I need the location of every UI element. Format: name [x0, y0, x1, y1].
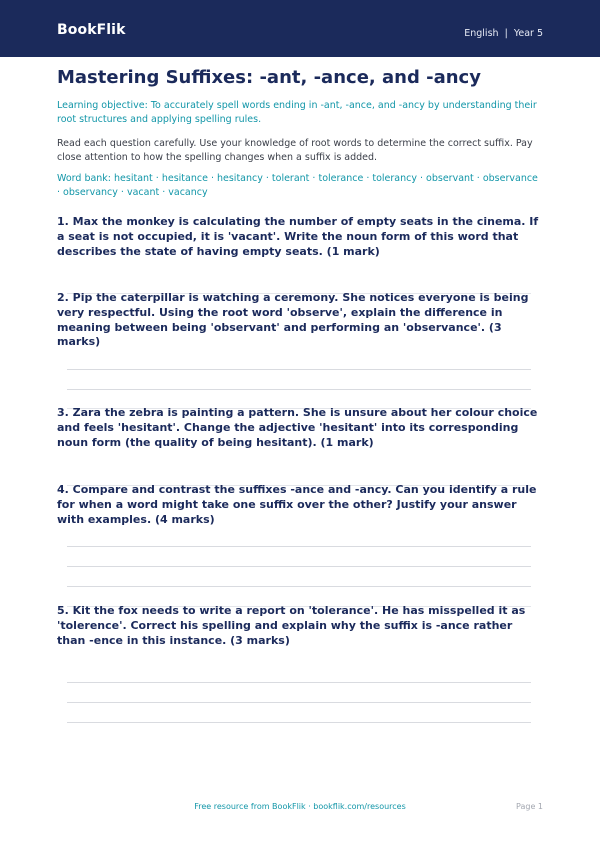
header-bar [0, 0, 600, 57]
answer-line[interactable] [67, 702, 531, 703]
answer-line[interactable] [67, 369, 531, 370]
learning-objective: Learning objective: To accurately spell words ending in -ant, -ance, and -ancy by understanding their root structures and applying spelling rules. [57, 100, 537, 125]
question-1: 1. Max the monkey is calculating the number of empty seats in the cinema. If a seat is not occupied, it is 'vacant'. Write the noun form of this word that describes the state of having empty seats. (1 mark) [57, 215, 539, 258]
word-bank: Word bank: hesitant · hesitance · hesitancy · tolerant · tolerance · tolerancy · observant · observance · observancy · vacant · vacancy [57, 173, 538, 198]
question-4: 4. Compare and contrast the suffixes -ance and -ancy. Can you identify a rule for when a word might take one suffix over the other? Justify your answer with examples. (4 marks) [57, 483, 537, 526]
answer-line[interactable] [67, 389, 531, 390]
footer-link[interactable]: Free resource from BookFlik · bookflik.com/resources [194, 802, 406, 811]
subject-year: English | Year 5 [464, 28, 543, 39]
page-title: Mastering Suffixes: -ant, -ance, and -ancy [57, 67, 481, 88]
question-5: 5. Kit the fox needs to write a report on 'tolerance'. He has misspelled it as 'tolerence'. Correct his spelling and explain why the suffix is -ance rather than -ence in this instance. (3 marks) [57, 604, 526, 647]
page-number: Page 1 [516, 802, 543, 811]
answer-line[interactable] [67, 586, 531, 587]
answer-line[interactable] [67, 546, 531, 547]
answer-line[interactable] [67, 682, 531, 683]
question-2: 2. Pip the caterpillar is watching a ceremony. She notices everyone is being very respectful. Using the root word 'observe', explain the difference in meaning between being 'observant' and performing an 'observance'. (3 marks) [57, 291, 529, 349]
question-3: 3. Zara the zebra is painting a pattern. She is unsure about her colour choice and feels 'hesitant'. Change the adjective 'hesitant' into its corresponding noun form (the quality of being hesitant). (1 mark) [57, 406, 538, 449]
answer-line[interactable] [67, 566, 531, 567]
instructions: Read each question carefully. Use your knowledge of root words to determine the correct suffix. Pay close attention to how the spelling changes when a suffix is added. [57, 138, 533, 163]
brand-logo: BookFlik [57, 22, 126, 38]
answer-line[interactable] [67, 722, 531, 723]
